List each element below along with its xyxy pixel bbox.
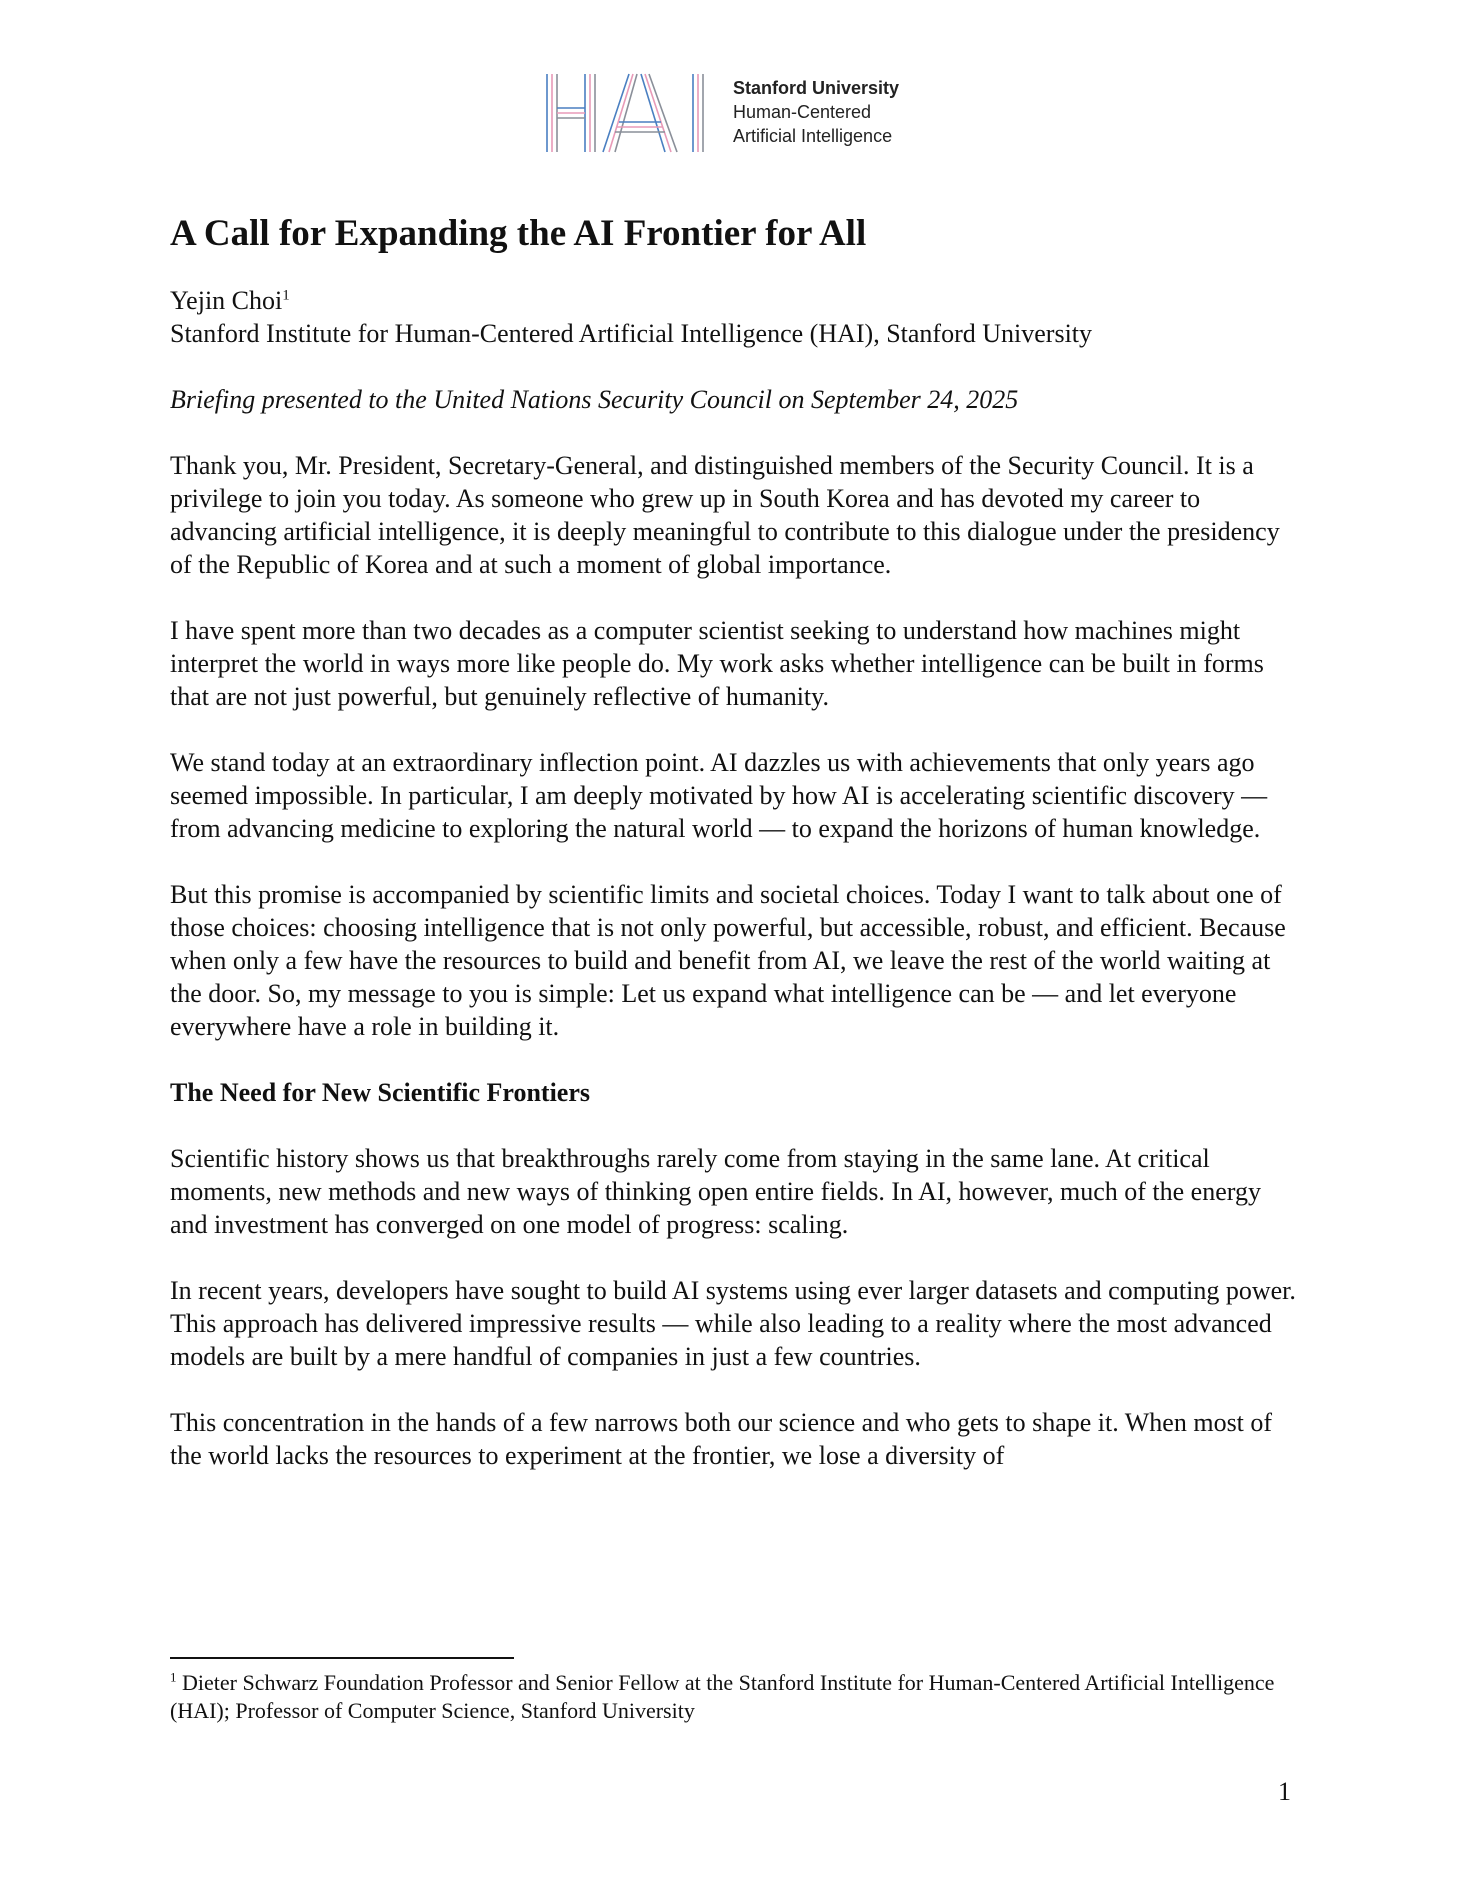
footnote-mark: 1 [170,1669,177,1685]
paragraph: But this promise is accompanied by scientific limits and societal choices. Today I want to talk about one of those choices: choosing intelligence that is not only powerful, but accessible, robust, and efficient. Because when only a few have the resources to build and benefit from AI, we leave the rest of the world waiting at the door. So, my message to you is simple: Let us expand what intelligence can be — and let everyone everywhere have a role in building it. [170,880,1286,1041]
hai-logo-mark [545,72,715,154]
section-heading: The Need for New Scientific Frontiers [170,1078,590,1107]
author-line [170,284,1300,317]
briefing-note: Briefing presented to the United Nations Security Council on September 24, 2025 [170,385,1019,414]
footnote-divider [170,1657,514,1659]
paragraph: Scientific history shows us that breakthroughs rarely come from staying in the same lane. At critical moments, new methods and new ways of thinking open entire fields. In AI, however, much of the energy and investment has converged on one model of progress: scaling. [170,1144,1261,1239]
paragraph: This concentration in the hands of a few narrows both our science and who gets to shape it. When most of the world lacks the resources to experiment at the frontier, we lose a diversity of [170,1408,1273,1470]
paragraph: We stand today at an extraordinary inflection point. AI dazzles us with achievements that only years ago seemed impossible. In particular, I am deeply motivated by how AI is accelerating scientific discovery — from advancing medicine to exploring the natural world — to expand the horizons of human knowledge. [170,748,1268,843]
logo-org-line3: Artificial Intelligence [733,126,893,146]
logo-org-line1: Stanford University [733,78,900,98]
paragraph: I have spent more than two decades as a computer scientist seeking to understand how machines might interpret the world in ways more like people do. My work asks whether intelligence can be built in forms that are not just powerful, but genuinely reflective of humanity. [170,616,1264,711]
hai-logo [545,72,899,154]
author-affiliation: Stanford Institute for Human-Centered Artificial Intelligence (HAI), Stanford University [170,319,1093,348]
page-number: 1 [1278,1777,1291,1806]
author-name: Yejin Choi [170,286,283,315]
paragraph: Thank you, Mr. President, Secretary-General, and distinguished members of the Security Council. It is a privilege to join you today. As someone who grew up in South Korea and has devoted my career to advancing artificial intelligence, it is deeply meaningful to contribute to this dialogue under the presidency of the Republic of Korea and at such a moment of global importance. [170,451,1280,579]
document-title: A Call for Expanding the AI Frontier for All [170,213,867,254]
footnote [170,1669,1300,1725]
author-footnote-mark: 1 [282,287,290,304]
paragraph: In recent years, developers have sought to build AI systems using ever larger datasets and computing power. This approach has delivered impressive results — while also leading to a reality where the most advanced models are built by a mere handful of companies in just a few countries. [170,1276,1296,1371]
logo-org-line2: Human-Centered [733,102,872,122]
document-body [170,210,1300,1472]
hai-logo-text [733,76,899,148]
footnote-text: Dieter Schwarz Foundation Professor and Senior Fellow at the Stanford Institute for Human-Centered Artificial Intelligence (HAI); Professor of Computer Science, Stanford University [170,1670,1275,1723]
